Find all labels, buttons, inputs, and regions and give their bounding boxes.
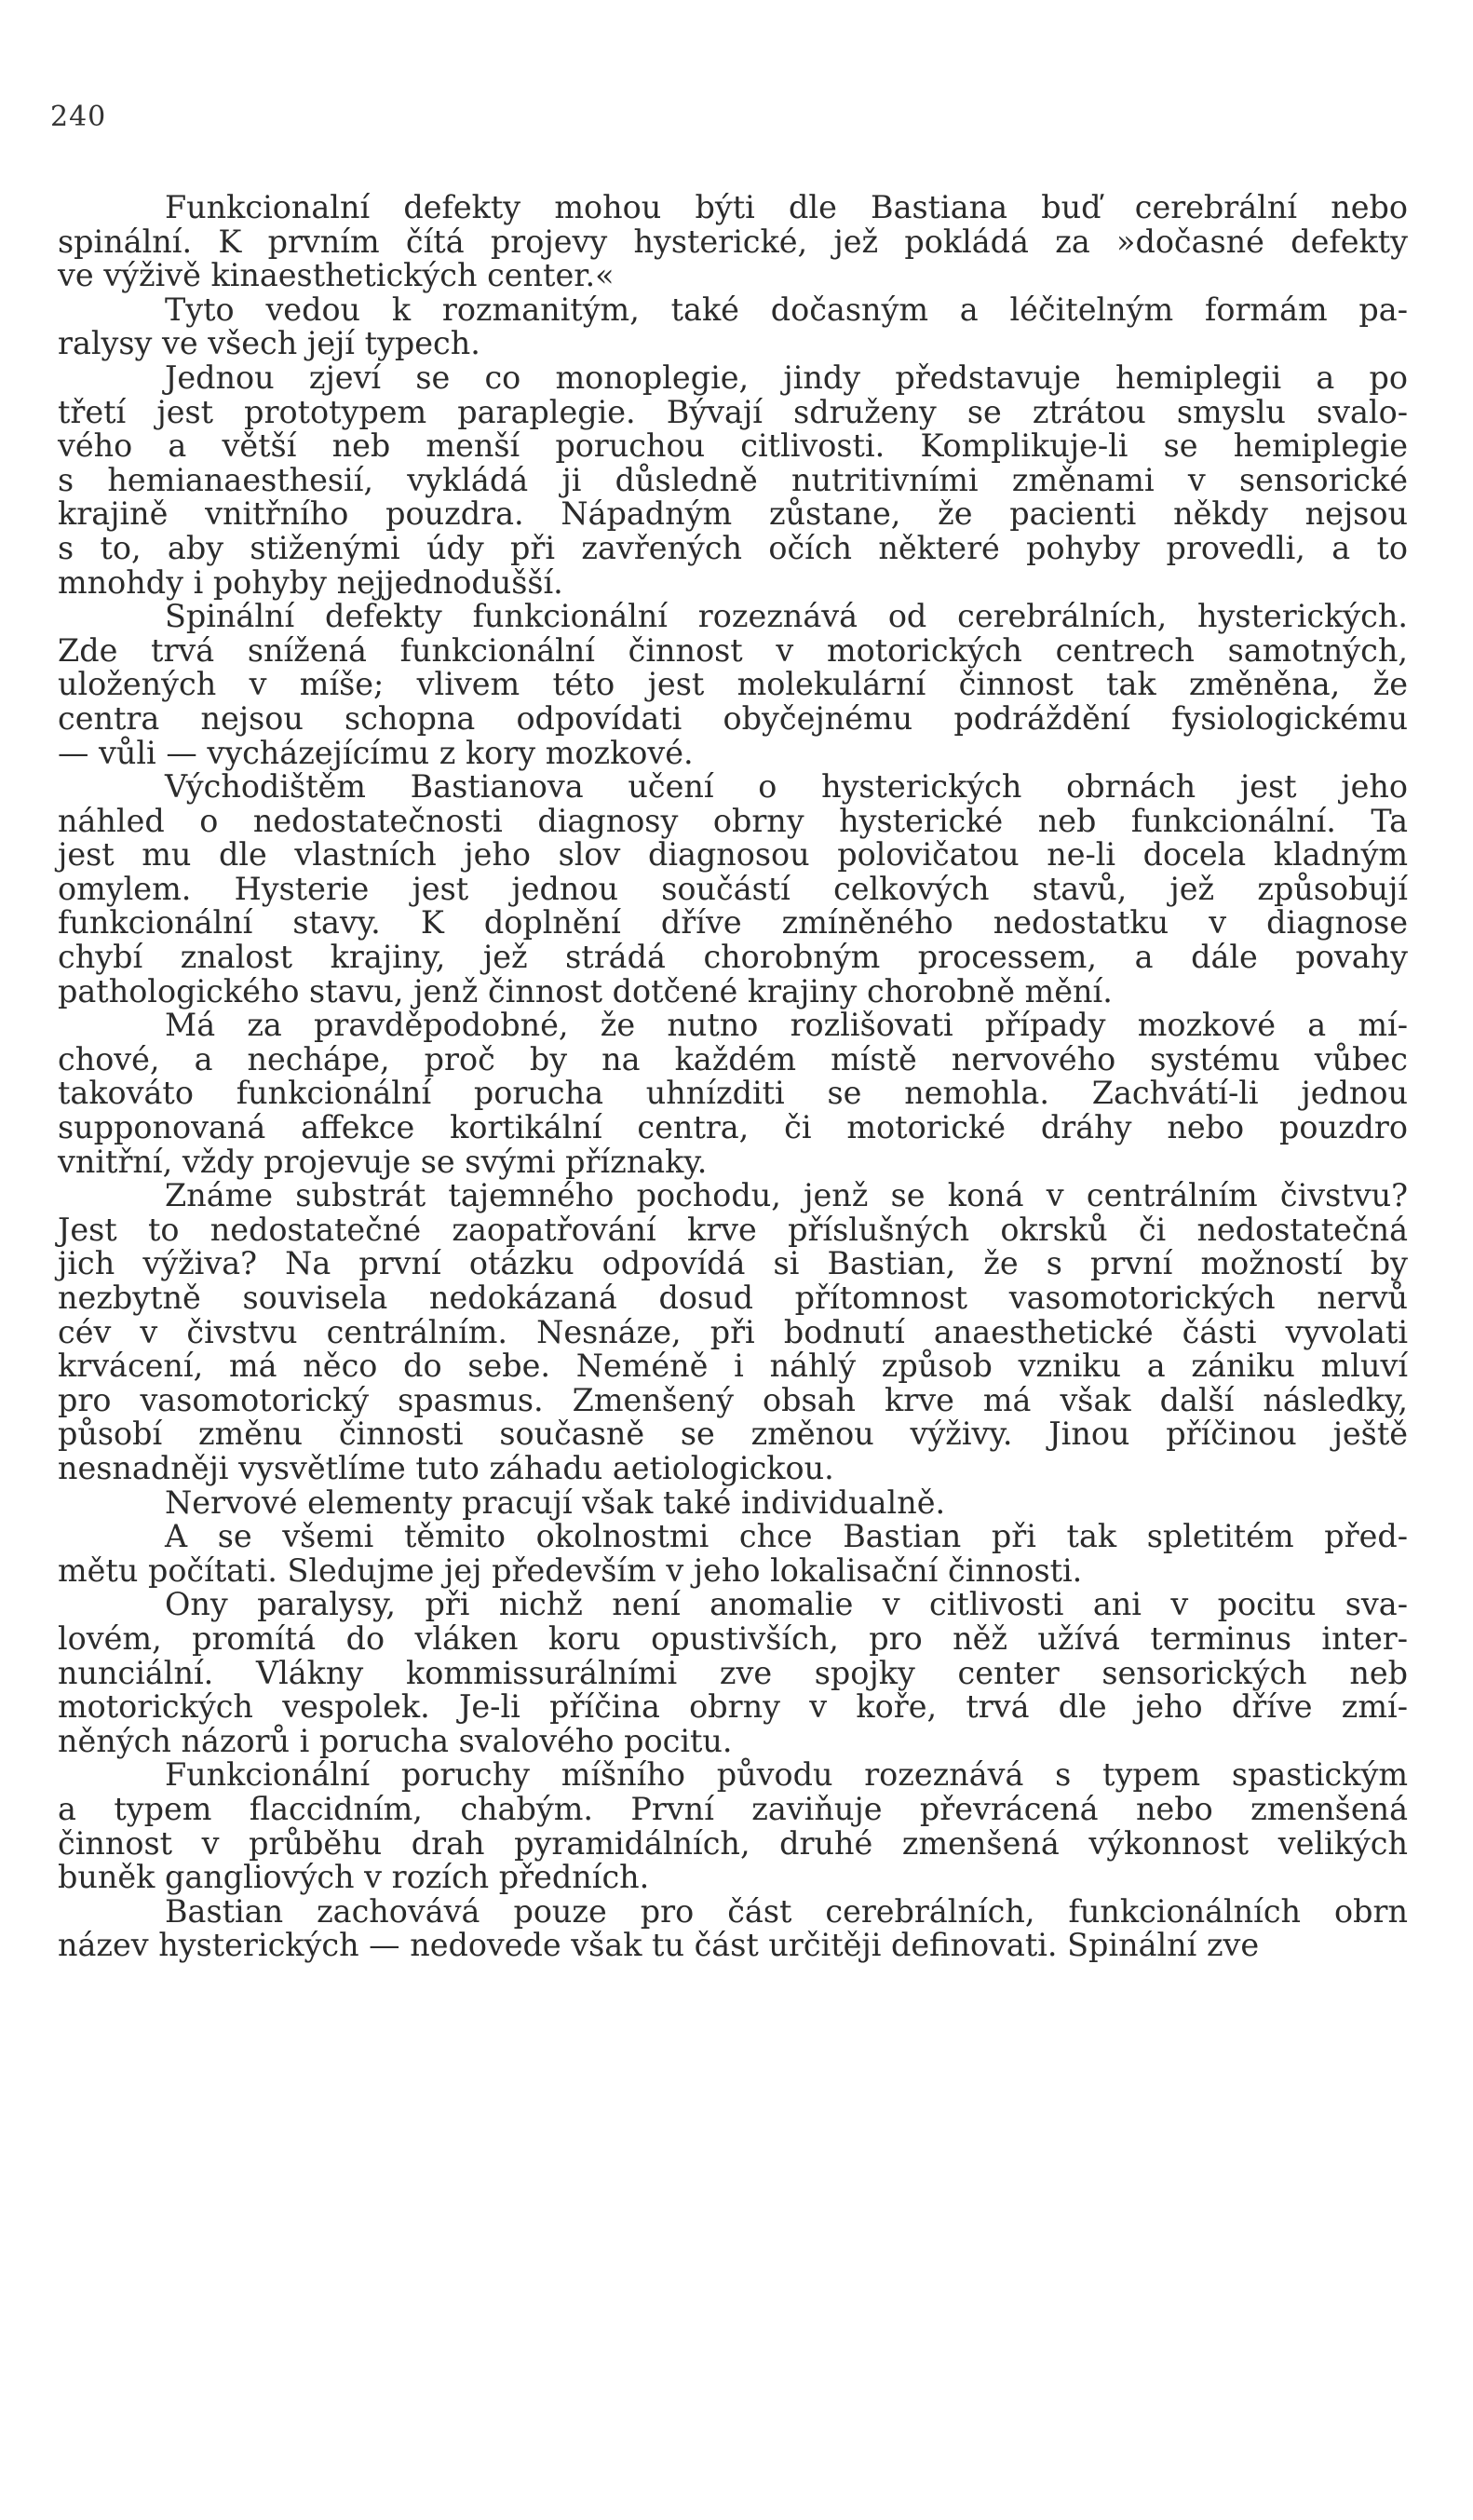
text-line: pathologického stavu, jenž činnost dotčené krajiny chorobně mění. — [58, 972, 1113, 1009]
text-line: motorických vespolek. Je-li příčina obrny v koře, trvá dle jeho dříve zmí- — [58, 1688, 1408, 1726]
text-line: působí změnu činnosti současně se změnou výživy. Jinou příčinou ještě — [58, 1416, 1408, 1453]
paragraph — [58, 770, 1408, 1009]
text-line: název hysterických — nedovede však tu část určitěji definovati. Spinální zve — [58, 1927, 1260, 1964]
text-line: něných názorů i porucha svalového pocitu. — [58, 1722, 733, 1759]
text-line: s to, aby stiženými údy při zavřených očích některé pohyby provedli, a to — [58, 529, 1408, 566]
text-line: Jest to nedostatečné zaopatřování krve příslušných okrsků či nedostatečná — [58, 1211, 1408, 1248]
text-line: chové, a nechápe, proč by na každém místě nervového systému vůbec — [58, 1040, 1408, 1077]
text-block — [58, 191, 1408, 1963]
text-line: pro vasomotorický spasmus. Zmenšený obsah krve má však další následky, — [58, 1381, 1408, 1418]
text-line: lovém, promítá do vláken koru opustivších, pro něž užívá terminus inter- — [58, 1619, 1408, 1657]
text-line: ve výživě kinaesthetických center.« — [58, 257, 615, 294]
text-line: buněk gangliových v rozích předních. — [58, 1859, 650, 1896]
paragraph — [58, 1892, 1408, 1964]
text-line: Spinální defekty funkcionální rozeznává od cerebrálních, hysterických. — [165, 598, 1408, 635]
text-line: náhled o nedostatečnosti diagnosy obrny hysterické neb funkcionální. Ta — [58, 802, 1408, 839]
text-line: centra nejsou schopna odpovídati obyčejnému podráždění fysiologickému — [58, 699, 1408, 737]
text-line: Funkcionální poruchy míšního původu rozeznává s typem spastickým — [165, 1756, 1408, 1794]
text-line: s hemianaesthesií, vykládá ji důsledně nutritivními změnami v sensorické — [58, 461, 1408, 498]
text-line: nunciální. Vlákny kommissurálními zve spojky center sensorických neb — [58, 1654, 1408, 1691]
text-line: Východištěm Bastianova učení o hysterických obrnách jest jeho — [165, 768, 1408, 806]
paragraph — [58, 1758, 1408, 1894]
text-line: Ony paralysy, při nichž není anomalie v citlivosti ani v pocitu sva- — [165, 1586, 1408, 1623]
paragraph — [58, 191, 1408, 293]
paragraph — [58, 1009, 1408, 1179]
text-line: Nervové elementy pracují však také individualně. — [165, 1484, 946, 1521]
text-line: omylem. Hysterie jest jednou součástí celkových stavů, jež způsobují — [58, 870, 1408, 907]
text-line: činnost v průběhu drah pyramidálních, druhé zmenšená výkonnost velikých — [58, 1824, 1408, 1862]
text-line: cév v čivstvu centrálním. Nesnáze, při bodnutí anaesthetické části vyvolati — [58, 1313, 1408, 1350]
text-line: Tyto vedou k rozmanitým, také dočasným a léčitelným formám pa- — [165, 291, 1408, 328]
text-line: mnohdy i pohyby nejjednodušší. — [58, 563, 563, 601]
paragraph — [58, 361, 1408, 600]
text-line: krvácení, má něco do sebe. Neméně i náhlý způsob vzniku a zániku mluví — [58, 1348, 1408, 1385]
text-line: jich výživa? Na první otázku odpovídá si Bastian, že s první možností by — [58, 1245, 1408, 1282]
paragraph — [58, 1588, 1408, 1758]
text-line: vnitřní, vždy projevuje se svými příznaky. — [58, 1143, 708, 1180]
text-line: spinální. K prvním čítá projevy hysterické, jež pokládá za »dočasné defekty — [58, 223, 1408, 260]
text-line: takováto funkcionální porucha uhnízditi se nemohla. Zachvátí-li jednou — [58, 1075, 1408, 1112]
text-line: Bastian zachovává pouze pro část cerebrálních, funkcionálních obrn — [165, 1892, 1408, 1930]
text-line: supponovaná affekce kortikální centra, či motorické dráhy nebo pouzdro — [58, 1109, 1408, 1146]
text-line: — vůli — vycházejícímu z kory mozkové. — [58, 734, 694, 771]
paragraph — [58, 1520, 1408, 1588]
text-line: Má za pravděpodobné, že nutno rozlišovati případy mozkové a mí- — [165, 1007, 1408, 1044]
text-line: Zde trvá snížená funkcionální činnost v motorických centrech samotných, — [58, 631, 1408, 669]
text-line: chybí znalost krajiny, jež strádá chorobným processem, a dále povahy — [58, 939, 1408, 976]
text-line: ralysy ve všech její typech. — [58, 325, 480, 362]
text-line: Funkcionalní defekty mohou býti dle Bastiana buď cerebrální nebo — [165, 189, 1408, 225]
text-line: krajině vnitřního pouzdra. Nápadným zůstane, že pacienti někdy nejsou — [58, 495, 1408, 533]
text-line: mětu počítati. Sledujme jej především v jeho lokalisační činnosti. — [58, 1551, 1083, 1589]
text-line: vého a větší neb menší poruchou citlivosti. Komplikuje-li se hemiplegie — [58, 427, 1408, 465]
text-line: Jednou zjeví se co monoplegie, jindy představuje hemiplegii a po — [165, 359, 1408, 396]
paragraph — [58, 600, 1408, 770]
paragraph — [58, 1179, 1408, 1485]
text-line: nesnadněji vysvětlíme tuto záhadu aetiologickou. — [58, 1449, 834, 1486]
text-line: a typem flaccidním, chabým. První zaviňuje převrácená nebo zmenšená — [58, 1790, 1408, 1827]
text-line: třetí jest prototypem paraplegie. Bývají sdruženy se ztrátou smyslu svalo- — [58, 393, 1408, 430]
page-number: 240 — [50, 101, 107, 133]
text-line: funkcionální stavy. K doplnění dříve zmíněného nedostatku v diagnose — [58, 904, 1408, 942]
text-line: A se všemi těmito okolnostmi chce Bastian při tak spletitém před- — [165, 1518, 1408, 1555]
text-line: uložených v míše; vlivem této jest molekulární činnost tak změněna, že — [58, 666, 1408, 703]
paragraph — [58, 1486, 1408, 1521]
paragraph — [58, 293, 1408, 361]
text-line: Známe substrát tajemného pochodu, jenž se koná v centrálním čivstvu? — [165, 1177, 1408, 1214]
text-line: nezbytně souvisela nedokázaná dosud přítomnost vasomotorických nervů — [58, 1280, 1408, 1316]
text-line: jest mu dle vlastních jeho slov diagnosou polovičatou ne-li docela kladným — [58, 836, 1408, 874]
